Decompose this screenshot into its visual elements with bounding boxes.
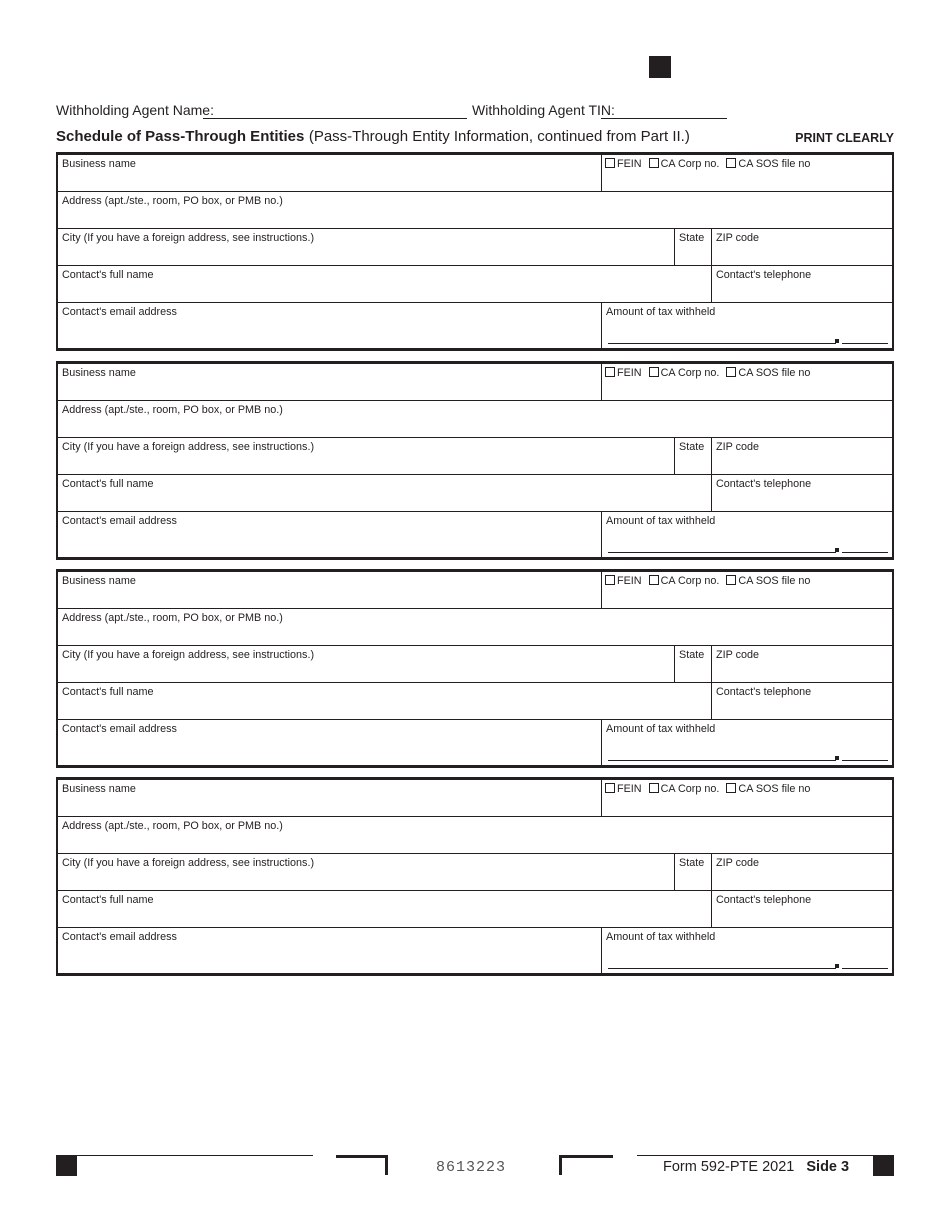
address-label: Address (apt./ste., room, PO box, or PMB no.): [62, 612, 283, 624]
contact-phone-label: Contact's telephone: [716, 894, 812, 906]
cents-line: [842, 552, 888, 553]
contact-email-label: Contact's email address: [62, 515, 177, 527]
fein-label: FEIN: [617, 158, 642, 170]
email-row: [58, 928, 892, 974]
tax-withheld-field[interactable]: [601, 303, 892, 349]
state-label: State: [679, 649, 705, 661]
state-label: State: [679, 441, 705, 453]
tax-withheld-label: Amount of tax withheld: [606, 931, 716, 943]
state-field[interactable]: [674, 229, 711, 265]
contact-row: [58, 266, 892, 303]
city-field[interactable]: [58, 854, 674, 890]
contact-phone-field[interactable]: [711, 683, 892, 719]
business-name-row: [58, 780, 892, 817]
agent-name-label: Withholding Agent Name:: [56, 102, 214, 118]
business-name-row: [58, 572, 892, 609]
agent-name-field[interactable]: [203, 118, 467, 119]
city-label: City (If you have a foreign address, see instructions.): [62, 441, 315, 453]
registration-mark-bottom-left: [56, 1155, 77, 1176]
ca-sos-checkbox[interactable]: [726, 575, 736, 585]
business-name-label: Business name: [62, 158, 136, 170]
state-field[interactable]: [674, 438, 711, 474]
decimal-point: [835, 756, 839, 760]
business-name-row: [58, 155, 892, 192]
dollars-line: [608, 968, 836, 969]
tax-withheld-label: Amount of tax withheld: [606, 515, 716, 527]
dollars-line: [608, 760, 836, 761]
page-side: Side 3: [806, 1159, 850, 1175]
id-type-cell: [601, 780, 892, 816]
ca-sos-label: CA SOS file no: [738, 367, 811, 379]
contact-email-field[interactable]: [58, 303, 601, 349]
address-field[interactable]: [58, 401, 892, 437]
form-name: Form 592-PTE 2021: [663, 1159, 795, 1175]
contact-name-field[interactable]: [58, 266, 711, 302]
zip-label: ZIP code: [716, 441, 760, 453]
zip-field[interactable]: [711, 438, 892, 474]
business-name-field[interactable]: [58, 572, 601, 608]
tax-withheld-label: Amount of tax withheld: [606, 723, 716, 735]
schedule-title-row: [56, 128, 894, 150]
footer-rule-right: [637, 1155, 873, 1156]
id-type-cell: [601, 364, 892, 400]
city-label: City (If you have a foreign address, see instructions.): [62, 857, 315, 869]
cents-line: [842, 343, 888, 344]
schedule-title: Schedule of Pass-Through Entities: [56, 128, 305, 145]
contact-phone-field[interactable]: [711, 891, 892, 927]
tax-withheld-field[interactable]: [601, 928, 892, 974]
ca-corp-label: CA Corp no.: [660, 367, 720, 379]
fein-label: FEIN: [617, 575, 642, 587]
form-id: [663, 1159, 849, 1175]
address-row: [58, 401, 892, 438]
city-field[interactable]: [58, 646, 674, 682]
city-row: [58, 646, 892, 683]
registration-mark-bottom-right: [873, 1155, 894, 1176]
ca-sos-label: CA SOS file no: [738, 575, 811, 587]
zip-label: ZIP code: [716, 232, 760, 244]
schedule-subtitle: (Pass-Through Entity Information, continued from Part II.): [308, 128, 690, 145]
form-code: 8613223: [436, 1159, 507, 1176]
email-row: [58, 512, 892, 558]
business-name-label: Business name: [62, 783, 136, 795]
ca-corp-label: CA Corp no.: [660, 575, 720, 587]
ca-sos-label: CA SOS file no: [738, 783, 811, 795]
ca-corp-checkbox[interactable]: [649, 367, 659, 377]
contact-name-field[interactable]: [58, 475, 711, 511]
ca-corp-checkbox[interactable]: [649, 158, 659, 168]
footer-bracket-left: [336, 1155, 388, 1175]
entity-block-3: [56, 569, 894, 768]
contact-name-field[interactable]: [58, 683, 711, 719]
contact-row: [58, 683, 892, 720]
state-label: State: [679, 857, 705, 869]
state-field[interactable]: [674, 854, 711, 890]
print-clearly-label: PRINT CLEARLY: [795, 131, 894, 145]
contact-name-field[interactable]: [58, 891, 711, 927]
fein-checkbox[interactable]: [605, 158, 615, 168]
ca-sos-checkbox[interactable]: [726, 367, 736, 377]
footer-bracket-right: [559, 1155, 613, 1175]
contact-name-label: Contact's full name: [62, 269, 154, 281]
business-name-field[interactable]: [58, 364, 601, 400]
email-row: [58, 303, 892, 349]
zip-label: ZIP code: [716, 649, 760, 661]
fein-checkbox[interactable]: [605, 783, 615, 793]
address-row: [58, 817, 892, 854]
entity-block-4: [56, 777, 894, 976]
zip-field[interactable]: [711, 646, 892, 682]
decimal-point: [835, 548, 839, 552]
withholding-agent-row: [56, 102, 894, 122]
address-label: Address (apt./ste., room, PO box, or PMB no.): [62, 195, 283, 207]
contact-name-label: Contact's full name: [62, 894, 154, 906]
contact-row: [58, 475, 892, 512]
city-row: [58, 438, 892, 475]
address-row: [58, 192, 892, 229]
contact-row: [58, 891, 892, 928]
business-name-label: Business name: [62, 367, 136, 379]
zip-field[interactable]: [711, 229, 892, 265]
email-row: [58, 720, 892, 766]
fein-label: FEIN: [617, 783, 642, 795]
contact-email-label: Contact's email address: [62, 723, 177, 735]
fein-label: FEIN: [617, 367, 642, 379]
ca-corp-label: CA Corp no.: [660, 783, 720, 795]
city-label: City (If you have a foreign address, see instructions.): [62, 649, 315, 661]
entity-block-1: [56, 152, 894, 351]
contact-email-field[interactable]: [58, 720, 601, 766]
address-row: [58, 609, 892, 646]
city-row: [58, 854, 892, 891]
contact-phone-label: Contact's telephone: [716, 269, 812, 281]
business-name-row: [58, 364, 892, 401]
state-field[interactable]: [674, 646, 711, 682]
dollars-line: [608, 343, 836, 344]
ca-sos-checkbox[interactable]: [726, 158, 736, 168]
address-field[interactable]: [58, 817, 892, 853]
agent-tin-label: Withholding Agent TIN:: [472, 102, 615, 118]
city-field[interactable]: [58, 438, 674, 474]
city-row: [58, 229, 892, 266]
business-name-label: Business name: [62, 575, 136, 587]
cents-line: [842, 760, 888, 761]
business-name-field[interactable]: [58, 780, 601, 816]
id-type-cell: [601, 572, 892, 608]
tax-withheld-label: Amount of tax withheld: [606, 306, 716, 318]
contact-phone-label: Contact's telephone: [716, 478, 812, 490]
contact-phone-field[interactable]: [711, 266, 892, 302]
fein-checkbox[interactable]: [605, 367, 615, 377]
contact-email-field[interactable]: [58, 928, 601, 974]
tax-withheld-field[interactable]: [601, 720, 892, 766]
entity-block-2: [56, 361, 894, 560]
cents-line: [842, 968, 888, 969]
city-field[interactable]: [58, 229, 674, 265]
contact-name-label: Contact's full name: [62, 686, 154, 698]
page-footer: [56, 1150, 894, 1180]
agent-tin-field[interactable]: [601, 118, 727, 119]
registration-mark-top: [649, 56, 671, 78]
address-field[interactable]: [58, 192, 892, 228]
state-label: State: [679, 232, 705, 244]
business-name-field[interactable]: [58, 155, 601, 191]
city-label: City (If you have a foreign address, see instructions.): [62, 232, 315, 244]
contact-name-label: Contact's full name: [62, 478, 154, 490]
id-type-cell: [601, 155, 892, 191]
decimal-point: [835, 964, 839, 968]
contact-email-label: Contact's email address: [62, 306, 177, 318]
dollars-line: [608, 552, 836, 553]
ca-corp-checkbox[interactable]: [649, 575, 659, 585]
footer-rule-left: [77, 1155, 313, 1156]
contact-phone-field[interactable]: [711, 475, 892, 511]
zip-field[interactable]: [711, 854, 892, 890]
decimal-point: [835, 339, 839, 343]
contact-phone-label: Contact's telephone: [716, 686, 812, 698]
address-label: Address (apt./ste., room, PO box, or PMB no.): [62, 404, 283, 416]
ca-corp-label: CA Corp no.: [660, 158, 720, 170]
ca-corp-checkbox[interactable]: [649, 783, 659, 793]
ca-sos-label: CA SOS file no: [738, 158, 811, 170]
ca-sos-checkbox[interactable]: [726, 783, 736, 793]
address-field[interactable]: [58, 609, 892, 645]
fein-checkbox[interactable]: [605, 575, 615, 585]
zip-label: ZIP code: [716, 857, 760, 869]
address-label: Address (apt./ste., room, PO box, or PMB no.): [62, 820, 283, 832]
contact-email-field[interactable]: [58, 512, 601, 558]
contact-email-label: Contact's email address: [62, 931, 177, 943]
tax-withheld-field[interactable]: [601, 512, 892, 558]
